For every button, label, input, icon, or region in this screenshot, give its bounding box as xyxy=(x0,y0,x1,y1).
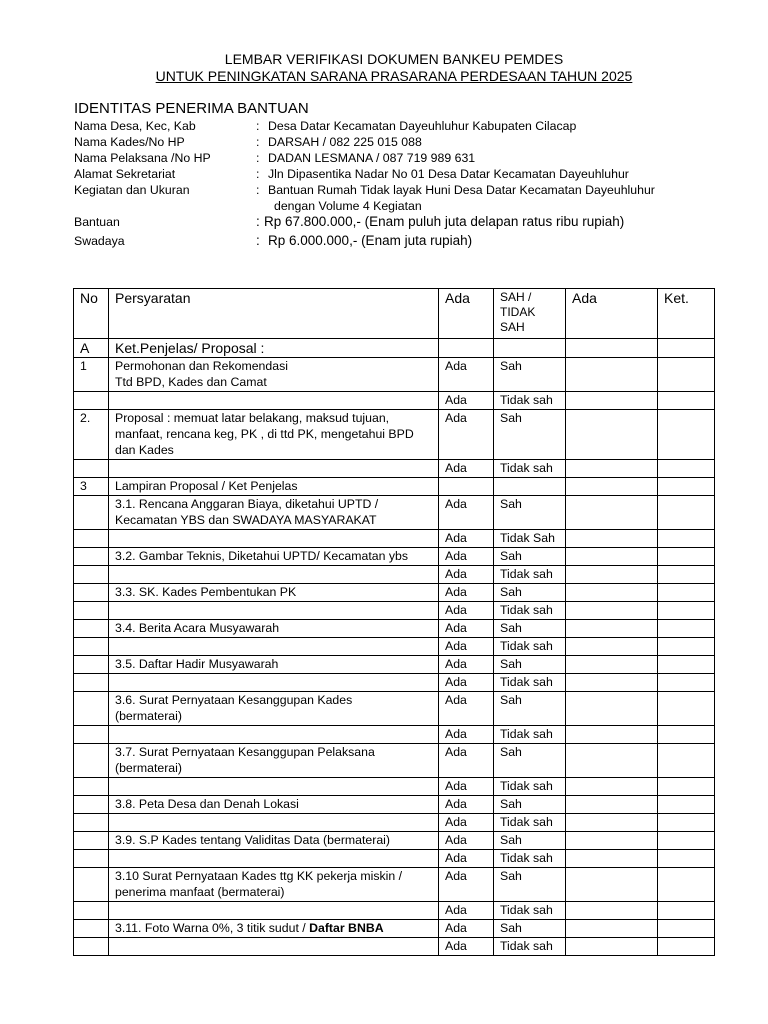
row-no: 3 xyxy=(74,478,109,496)
row-ada-check xyxy=(566,674,658,692)
row-ada: Ada xyxy=(439,920,494,938)
row-sah-status: Tidak sah xyxy=(494,938,566,956)
requirement-line: Proposal : memuat latar belakang, maksud tujuan, xyxy=(115,411,390,425)
row-no xyxy=(74,674,109,692)
row-ada-check xyxy=(566,638,658,656)
row-sah-status: Sah xyxy=(494,796,566,814)
row-no xyxy=(74,744,109,778)
row-sah-status: Sah xyxy=(494,620,566,638)
row-ada-check xyxy=(566,548,658,566)
row-ada: Ada xyxy=(439,832,494,850)
document-subtitle: UNTUK PENINGKATAN SARANA PRASARANA PERDESAAN TAHUN 2025 xyxy=(155,68,633,84)
identity-label: Swadaya xyxy=(74,234,125,248)
table-row xyxy=(74,868,715,902)
table-row xyxy=(74,392,715,410)
row-ket xyxy=(658,392,715,410)
row-no xyxy=(74,656,109,674)
table-cell xyxy=(494,339,566,358)
identity-value-continued: dengan Volume 4 Kegiatan xyxy=(274,199,422,213)
row-ada-check xyxy=(566,620,658,638)
row-ada-check xyxy=(566,584,658,602)
row-ket xyxy=(658,548,715,566)
header-persyaratan: Persyaratan xyxy=(109,289,439,339)
row-ada-check xyxy=(566,850,658,868)
requirement-line: 3.9. S.P Kades tentang Validitas Data (bermaterai) xyxy=(115,833,391,847)
row-sah-status: Tidak sah xyxy=(494,460,566,478)
row-ada-check xyxy=(566,602,658,620)
row-ada-check xyxy=(566,796,658,814)
row-ket xyxy=(658,530,715,548)
identity-value: Rp 6.000.000,- (Enam juta rupiah) xyxy=(268,233,473,248)
row-ada: Ada xyxy=(439,602,494,620)
row-requirement xyxy=(109,778,439,796)
requirement-line xyxy=(115,920,438,936)
requirement-line: 3.8. Peta Desa dan Denah Lokasi xyxy=(115,797,299,811)
row-ket xyxy=(658,868,715,902)
row-ada-check xyxy=(566,832,658,850)
row-requirement xyxy=(109,638,439,656)
row-ada-check xyxy=(566,566,658,584)
row-ket xyxy=(658,674,715,692)
row-ada-check xyxy=(566,392,658,410)
identity-label: Nama Kades/No HP xyxy=(74,135,185,149)
identity-value: DADAN LESMANA / 087 719 989 631 xyxy=(268,151,476,165)
row-sah-status: Sah xyxy=(494,410,566,460)
identity-colon: : xyxy=(256,214,260,229)
row-requirement xyxy=(109,902,439,920)
requirement-line: 3.10 Surat Pernyataan Kades ttg KK pekerja miskin / xyxy=(115,869,403,883)
row-ket xyxy=(658,496,715,530)
section-title: Ket.Penjelas/ Proposal : xyxy=(109,339,439,358)
row-ket xyxy=(658,656,715,674)
row-sah-status: Sah xyxy=(494,868,566,902)
row-no xyxy=(74,778,109,796)
identity-colon: : xyxy=(256,167,260,181)
table-row xyxy=(74,584,715,602)
row-ada: Ada xyxy=(439,620,494,638)
row-ket xyxy=(658,358,715,392)
table-row xyxy=(74,566,715,584)
row-requirement xyxy=(109,920,439,938)
table-row xyxy=(74,460,715,478)
table-row xyxy=(74,850,715,868)
row-ket xyxy=(658,478,715,496)
requirement-line: Kecamatan YBS dan SWADAYA MASYARAKAT xyxy=(115,513,377,527)
row-sah-status: Sah xyxy=(494,692,566,726)
identity-label: Alamat Sekretariat xyxy=(74,167,176,181)
row-ada: Ada xyxy=(439,902,494,920)
row-requirement xyxy=(109,674,439,692)
row-sah-status: Tidak sah xyxy=(494,814,566,832)
requirement-line: 3.2. Gambar Teknis, Diketahui UPTD/ Kecamatan ybs xyxy=(115,549,408,563)
row-ada xyxy=(439,478,494,496)
row-requirement xyxy=(109,726,439,744)
row-no xyxy=(74,530,109,548)
identity-label: Nama Pelaksana /No HP xyxy=(74,151,211,165)
row-sah-status: Tidak sah xyxy=(494,726,566,744)
document-title: LEMBAR VERIFIKASI DOKUMEN BANKEU PEMDES xyxy=(224,51,564,67)
identity-label: Bantuan xyxy=(74,215,120,229)
row-requirement xyxy=(109,850,439,868)
row-sah-status: Tidak sah xyxy=(494,602,566,620)
row-requirement xyxy=(109,938,439,956)
table-cell xyxy=(566,339,658,358)
requirement-line: 3.5. Daftar Hadir Musyawarah xyxy=(115,657,279,671)
header-sah-line: SAH / xyxy=(500,290,532,304)
row-ada-check xyxy=(566,478,658,496)
identity-value: DARSAH / 082 225 015 088 xyxy=(268,135,422,149)
table-row xyxy=(74,638,715,656)
row-ket xyxy=(658,902,715,920)
row-no xyxy=(74,566,109,584)
row-ada: Ada xyxy=(439,850,494,868)
section-no: A xyxy=(74,339,109,358)
row-requirement xyxy=(109,478,439,496)
row-no xyxy=(74,850,109,868)
row-ada: Ada xyxy=(439,584,494,602)
row-ada-check xyxy=(566,744,658,778)
identity-value: Desa Datar Kecamatan Dayeuhluhur Kabupaten Cilacap xyxy=(268,119,577,133)
row-no xyxy=(74,496,109,530)
row-no xyxy=(74,814,109,832)
identity-value: Bantuan Rumah Tidak layak Huni Desa Datar Kecamatan Dayeuhluhur xyxy=(268,183,655,197)
row-sah-status: Tidak sah xyxy=(494,778,566,796)
row-requirement xyxy=(109,832,439,850)
requirement-line: dan Kades xyxy=(115,443,174,457)
section-row xyxy=(74,339,715,358)
table-row xyxy=(74,902,715,920)
row-ada: Ada xyxy=(439,638,494,656)
identity-label: Kegiatan dan Ukuran xyxy=(74,183,190,197)
row-requirement xyxy=(109,566,439,584)
table-row xyxy=(74,530,715,548)
row-no xyxy=(74,392,109,410)
row-requirement xyxy=(109,796,439,814)
row-sah-status: Sah xyxy=(494,832,566,850)
table-row xyxy=(74,548,715,566)
row-ket xyxy=(658,778,715,796)
row-ket xyxy=(658,602,715,620)
row-ada: Ada xyxy=(439,460,494,478)
table-row xyxy=(74,920,715,938)
row-requirement xyxy=(109,584,439,602)
requirement-line: Ttd BPD, Kades dan Camat xyxy=(115,375,267,389)
row-no xyxy=(74,920,109,938)
row-no xyxy=(74,692,109,726)
requirement-line: Permohonan dan Rekomendasi xyxy=(115,359,288,373)
requirement-line: 3.3. SK. Kades Pembentukan PK xyxy=(115,585,297,599)
row-no xyxy=(74,638,109,656)
requirement-line: 3.6. Surat Pernyataan Kesanggupan Kades xyxy=(115,693,353,707)
row-ada: Ada xyxy=(439,868,494,902)
row-sah-status: Tidak sah xyxy=(494,566,566,584)
row-ket xyxy=(658,850,715,868)
row-ket xyxy=(658,920,715,938)
requirement-line: 3.4. Berita Acara Musyawarah xyxy=(115,621,280,635)
header-ada-2: Ada xyxy=(566,289,658,339)
row-ada: Ada xyxy=(439,726,494,744)
row-ada: Ada xyxy=(439,692,494,726)
row-ket xyxy=(658,814,715,832)
row-ada-check xyxy=(566,410,658,460)
row-ada: Ada xyxy=(439,358,494,392)
requirement-line: (bermaterai) xyxy=(115,709,182,723)
row-ada-check xyxy=(566,496,658,530)
row-ada-check xyxy=(566,692,658,726)
row-requirement xyxy=(109,496,439,530)
row-sah-status: Tidak sah xyxy=(494,674,566,692)
row-requirement xyxy=(109,656,439,674)
row-ada-check xyxy=(566,778,658,796)
table-row xyxy=(74,496,715,530)
row-ada-check xyxy=(566,868,658,902)
row-requirement xyxy=(109,392,439,410)
header-no: No xyxy=(74,289,109,339)
identity-colon: : xyxy=(256,151,260,165)
row-no xyxy=(74,620,109,638)
table-row xyxy=(74,814,715,832)
row-ada-check xyxy=(566,530,658,548)
table-row xyxy=(74,778,715,796)
identity-colon: : xyxy=(256,135,260,149)
row-ada: Ada xyxy=(439,656,494,674)
row-sah-status: Tidak sah xyxy=(494,902,566,920)
row-sah-status: Sah xyxy=(494,920,566,938)
header-sah-line: SAH xyxy=(500,320,525,334)
row-no xyxy=(74,602,109,620)
row-ket xyxy=(658,744,715,778)
row-ada: Ada xyxy=(439,530,494,548)
requirement-text: 3.11. Foto Warna 0%, 3 titik sudut / xyxy=(115,921,310,935)
row-ada: Ada xyxy=(439,496,494,530)
row-ada: Ada xyxy=(439,778,494,796)
row-ada: Ada xyxy=(439,938,494,956)
row-ket xyxy=(658,832,715,850)
row-ada-check xyxy=(566,656,658,674)
table-header-row xyxy=(74,289,715,339)
identity-value: Rp 67.800.000,- (Enam puluh juta delapan ratus ribu rupiah) xyxy=(264,214,625,229)
row-requirement xyxy=(109,620,439,638)
table-row xyxy=(74,832,715,850)
row-requirement xyxy=(109,692,439,726)
row-ada: Ada xyxy=(439,410,494,460)
row-ket xyxy=(658,726,715,744)
row-ket xyxy=(658,638,715,656)
identity-heading: IDENTITAS PENERIMA BANTUAN xyxy=(74,100,309,117)
table-row xyxy=(74,938,715,956)
row-no xyxy=(74,460,109,478)
requirement-line: Lampiran Proposal / Ket Penjelas xyxy=(115,479,298,493)
header-ada: Ada xyxy=(439,289,494,339)
row-ket xyxy=(658,938,715,956)
table-row xyxy=(74,478,715,496)
row-sah-status: Sah xyxy=(494,744,566,778)
row-ada-check xyxy=(566,726,658,744)
row-no: 1 xyxy=(74,358,109,392)
row-ada: Ada xyxy=(439,814,494,832)
row-no xyxy=(74,832,109,850)
row-ada: Ada xyxy=(439,548,494,566)
table-row xyxy=(74,358,715,392)
row-ada-check xyxy=(566,902,658,920)
identity-value: Jln Dipasentika Nadar No 01 Desa Datar Kecamatan Dayeuhluhur xyxy=(268,167,629,181)
row-sah-status: Sah xyxy=(494,548,566,566)
row-ket xyxy=(658,460,715,478)
row-requirement xyxy=(109,548,439,566)
row-sah-status: Sah xyxy=(494,496,566,530)
table-row xyxy=(74,744,715,778)
row-ada: Ada xyxy=(439,566,494,584)
table-row xyxy=(74,674,715,692)
requirement-line: (bermaterai) xyxy=(115,761,182,775)
requirement-line: 3.7. Surat Pernyataan Kesanggupan Pelaksana xyxy=(115,745,375,759)
row-ada-check xyxy=(566,460,658,478)
row-ada: Ada xyxy=(439,674,494,692)
row-ada-check xyxy=(566,938,658,956)
table-row xyxy=(74,796,715,814)
requirement-bold-text: Daftar BNBA xyxy=(309,921,384,935)
requirement-line: manfaat, rencana keg, PK , di ttd PK, mengetahui BPD xyxy=(115,427,414,441)
row-ada: Ada xyxy=(439,744,494,778)
row-ket xyxy=(658,584,715,602)
table-row xyxy=(74,620,715,638)
row-ket xyxy=(658,566,715,584)
row-ket xyxy=(658,410,715,460)
table-row xyxy=(74,602,715,620)
row-ket xyxy=(658,796,715,814)
table-cell xyxy=(658,339,715,358)
row-no xyxy=(74,868,109,902)
row-sah-status: Tidak Sah xyxy=(494,530,566,548)
row-requirement xyxy=(109,868,439,902)
table-row xyxy=(74,692,715,726)
table-cell xyxy=(439,339,494,358)
row-no xyxy=(74,548,109,566)
row-no xyxy=(74,938,109,956)
row-requirement xyxy=(109,814,439,832)
row-requirement xyxy=(109,744,439,778)
table-row xyxy=(74,410,715,460)
row-requirement xyxy=(109,358,439,392)
row-ket xyxy=(658,620,715,638)
row-sah-status: Tidak sah xyxy=(494,392,566,410)
row-requirement xyxy=(109,602,439,620)
identity-colon: : xyxy=(256,183,260,197)
requirement-line: penerima manfaat (bermaterai) xyxy=(115,885,285,899)
identity-colon: : xyxy=(256,119,260,133)
row-ada-check xyxy=(566,358,658,392)
row-requirement xyxy=(109,410,439,460)
row-ada-check xyxy=(566,920,658,938)
row-sah-status: Sah xyxy=(494,358,566,392)
header-sah-line: TIDAK xyxy=(500,305,536,319)
row-ada: Ada xyxy=(439,796,494,814)
row-no xyxy=(74,726,109,744)
row-no xyxy=(74,796,109,814)
row-ada-check xyxy=(566,814,658,832)
header-ket: Ket. xyxy=(658,289,715,339)
row-sah-status: Sah xyxy=(494,656,566,674)
table-row xyxy=(74,656,715,674)
row-no xyxy=(74,584,109,602)
header-sah xyxy=(494,289,566,339)
row-requirement xyxy=(109,530,439,548)
row-sah-status: Tidak sah xyxy=(494,638,566,656)
row-ada: Ada xyxy=(439,392,494,410)
identity-label: Nama Desa, Kec, Kab xyxy=(74,119,196,133)
requirement-line: 3.1. Rencana Anggaran Biaya, diketahui UPTD / xyxy=(115,497,379,511)
row-requirement xyxy=(109,460,439,478)
row-ket xyxy=(658,692,715,726)
row-sah-status: Tidak sah xyxy=(494,850,566,868)
table-row xyxy=(74,726,715,744)
identity-colon: : xyxy=(256,233,260,248)
row-sah-status xyxy=(494,478,566,496)
row-sah-status: Sah xyxy=(494,584,566,602)
verification-table xyxy=(73,288,715,956)
row-no: 2. xyxy=(74,410,109,460)
row-no xyxy=(74,902,109,920)
